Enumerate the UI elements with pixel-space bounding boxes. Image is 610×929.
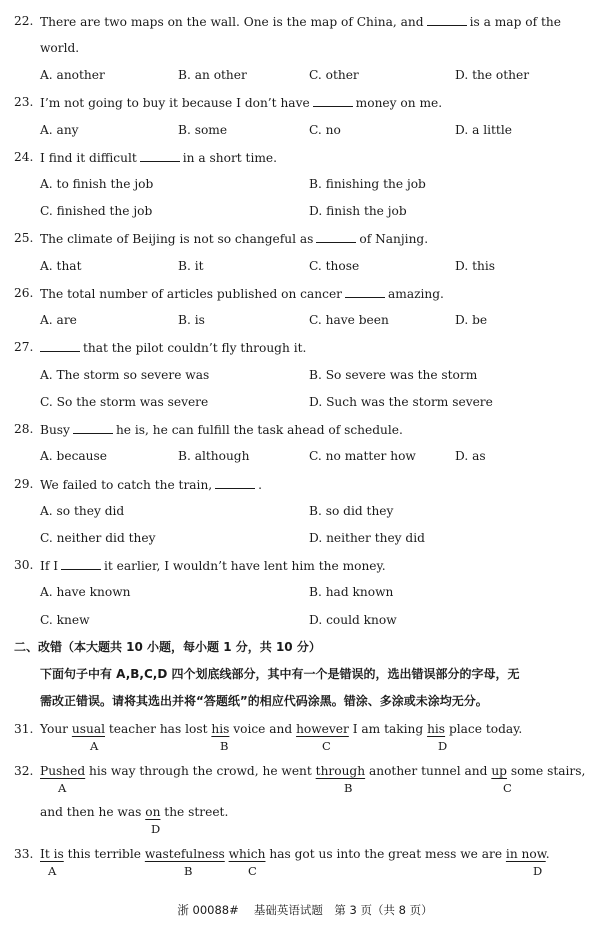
- question-stem: I find it difficult in a short time.: [40, 151, 277, 165]
- option-b: B. it: [178, 259, 204, 273]
- answer-blank: [40, 340, 80, 352]
- question-sentence: Pushed his way through the crowd, he went through another tunnel and up some stairs,: [40, 764, 586, 778]
- option-c: C. neither did they: [40, 531, 156, 545]
- answer-blank: [140, 150, 180, 162]
- option-d: D. this: [455, 259, 495, 273]
- option-a: A. that: [40, 259, 82, 273]
- answer-blank: [73, 422, 113, 434]
- question-sentence: Your usual teacher has lost his voice and however I am taking his place today.: [40, 722, 523, 736]
- underlined-part-b: his: [211, 722, 230, 736]
- answer-blank: [215, 477, 255, 489]
- option-c: C. have been: [309, 313, 389, 327]
- option-a: A. The storm so severe was: [40, 368, 210, 382]
- option-c: C. those: [309, 259, 360, 273]
- option-d: D. as: [455, 449, 486, 463]
- option-b: B. So severe was the storm: [309, 368, 478, 382]
- option-a: A. another: [40, 68, 105, 82]
- label-a: A: [48, 864, 57, 878]
- question-number: 27.: [14, 340, 34, 354]
- question-stem: Busy he is, he can fulfill the task ahead of schedule.: [40, 423, 403, 437]
- page-footer: 浙 00088# 基础英语试题 第 3 页（共 8 页）: [177, 903, 433, 917]
- question-number: 33.: [14, 847, 34, 861]
- underlined-part-a: usual: [71, 722, 105, 736]
- label-c: C: [248, 864, 257, 878]
- option-c: C. no: [309, 123, 341, 137]
- option-a: A. are: [40, 313, 77, 327]
- question-stem: The climate of Beijing is not so changeful as of Nanjing.: [40, 232, 429, 246]
- question-number: 29.: [14, 477, 34, 491]
- option-a: A. to finish the job: [40, 177, 154, 191]
- underlined-part-d: on: [145, 805, 161, 819]
- section-heading: 二、改错（本大题共 10 小题，每小题 1 分，共 10 分）: [14, 640, 321, 654]
- underlined-part-b: wastefulness: [144, 847, 225, 861]
- underlined-part-c: which: [228, 847, 266, 861]
- label-c: C: [322, 739, 331, 753]
- question-stem: If I it earlier, I wouldn’t have lent him the money.: [40, 559, 386, 573]
- question-number: 26.: [14, 286, 34, 300]
- underlined-part-c: however: [296, 722, 349, 736]
- label-b: B: [344, 781, 353, 795]
- label-a: A: [58, 781, 67, 795]
- option-c: C. other: [309, 68, 359, 82]
- question-stem: There are two maps on the wall. One is the map of China, and is a map of the: [40, 15, 561, 29]
- answer-blank: [313, 95, 353, 107]
- option-b: B. although: [178, 449, 250, 463]
- option-b: B. finishing the job: [309, 177, 426, 191]
- underlined-part-a: It is: [40, 847, 64, 861]
- question-number: 31.: [14, 722, 34, 736]
- label-d: D: [533, 864, 543, 878]
- underlined-part-d: his: [427, 722, 446, 736]
- option-d: D. finish the job: [309, 204, 407, 218]
- question-stem: The total number of articles published on cancer amazing.: [40, 287, 444, 301]
- label-b: B: [184, 864, 193, 878]
- option-d: D. could know: [309, 613, 397, 627]
- question-number: 30.: [14, 558, 34, 572]
- option-d: D. neither they did: [309, 531, 425, 545]
- option-a: A. so they did: [40, 504, 125, 518]
- question-stem: I’m not going to buy it because I don’t have money on me.: [40, 96, 443, 110]
- option-c: C. knew: [40, 613, 90, 627]
- option-d: D. be: [455, 313, 488, 327]
- section-instructions-line1: 下面句子中有 A,B,C,D 四个划底线部分，其中有一个是错误的，选出错误部分的字母，无: [40, 667, 520, 681]
- question-stem-continued: world.: [40, 41, 80, 55]
- underlined-part-d: in now: [505, 847, 546, 861]
- question-stem: that the pilot couldn’t fly through it.: [40, 340, 306, 356]
- question-stem: We failed to catch the train, .: [40, 478, 263, 492]
- label-c: C: [503, 781, 512, 795]
- question-number: 25.: [14, 231, 34, 245]
- option-b: B. had known: [309, 585, 394, 599]
- option-d: D. a little: [455, 123, 512, 137]
- question-number: 23.: [14, 95, 34, 109]
- option-b: B. an other: [178, 68, 247, 82]
- label-a: A: [90, 739, 99, 753]
- label-d: D: [438, 739, 448, 753]
- option-a: A. because: [40, 449, 107, 463]
- option-b: B. is: [178, 313, 205, 327]
- answer-blank: [345, 286, 385, 298]
- option-c: C. no matter how: [309, 449, 416, 463]
- answer-blank: [61, 558, 101, 570]
- question-number: 28.: [14, 422, 34, 436]
- question-number: 22.: [14, 14, 34, 28]
- label-b: B: [220, 739, 229, 753]
- option-c: C. finished the job: [40, 204, 153, 218]
- answer-blank: [316, 231, 356, 243]
- question-number: 24.: [14, 150, 34, 164]
- option-a: A. any: [40, 123, 79, 137]
- label-d: D: [151, 822, 161, 836]
- answer-blank: [427, 14, 467, 26]
- underlined-part-a: Pushed: [40, 764, 86, 778]
- underlined-part-b: through: [315, 764, 366, 778]
- question-number: 32.: [14, 764, 34, 778]
- section-instructions-line2: 需改正错误。请将其选出并将“答题纸”的相应代码涂黑。错涂、多涂或未涂均无分。: [40, 694, 488, 708]
- question-sentence: It is this terrible wastefulness which has got us into the great mess we are in now.: [40, 847, 550, 861]
- option-d: D. the other: [455, 68, 530, 82]
- underlined-part-c: up: [491, 764, 507, 778]
- option-d: D. Such was the storm severe: [309, 395, 493, 409]
- option-b: B. some: [178, 123, 228, 137]
- option-c: C. So the storm was severe: [40, 395, 209, 409]
- option-a: A. have known: [40, 585, 131, 599]
- option-b: B. so did they: [309, 504, 394, 518]
